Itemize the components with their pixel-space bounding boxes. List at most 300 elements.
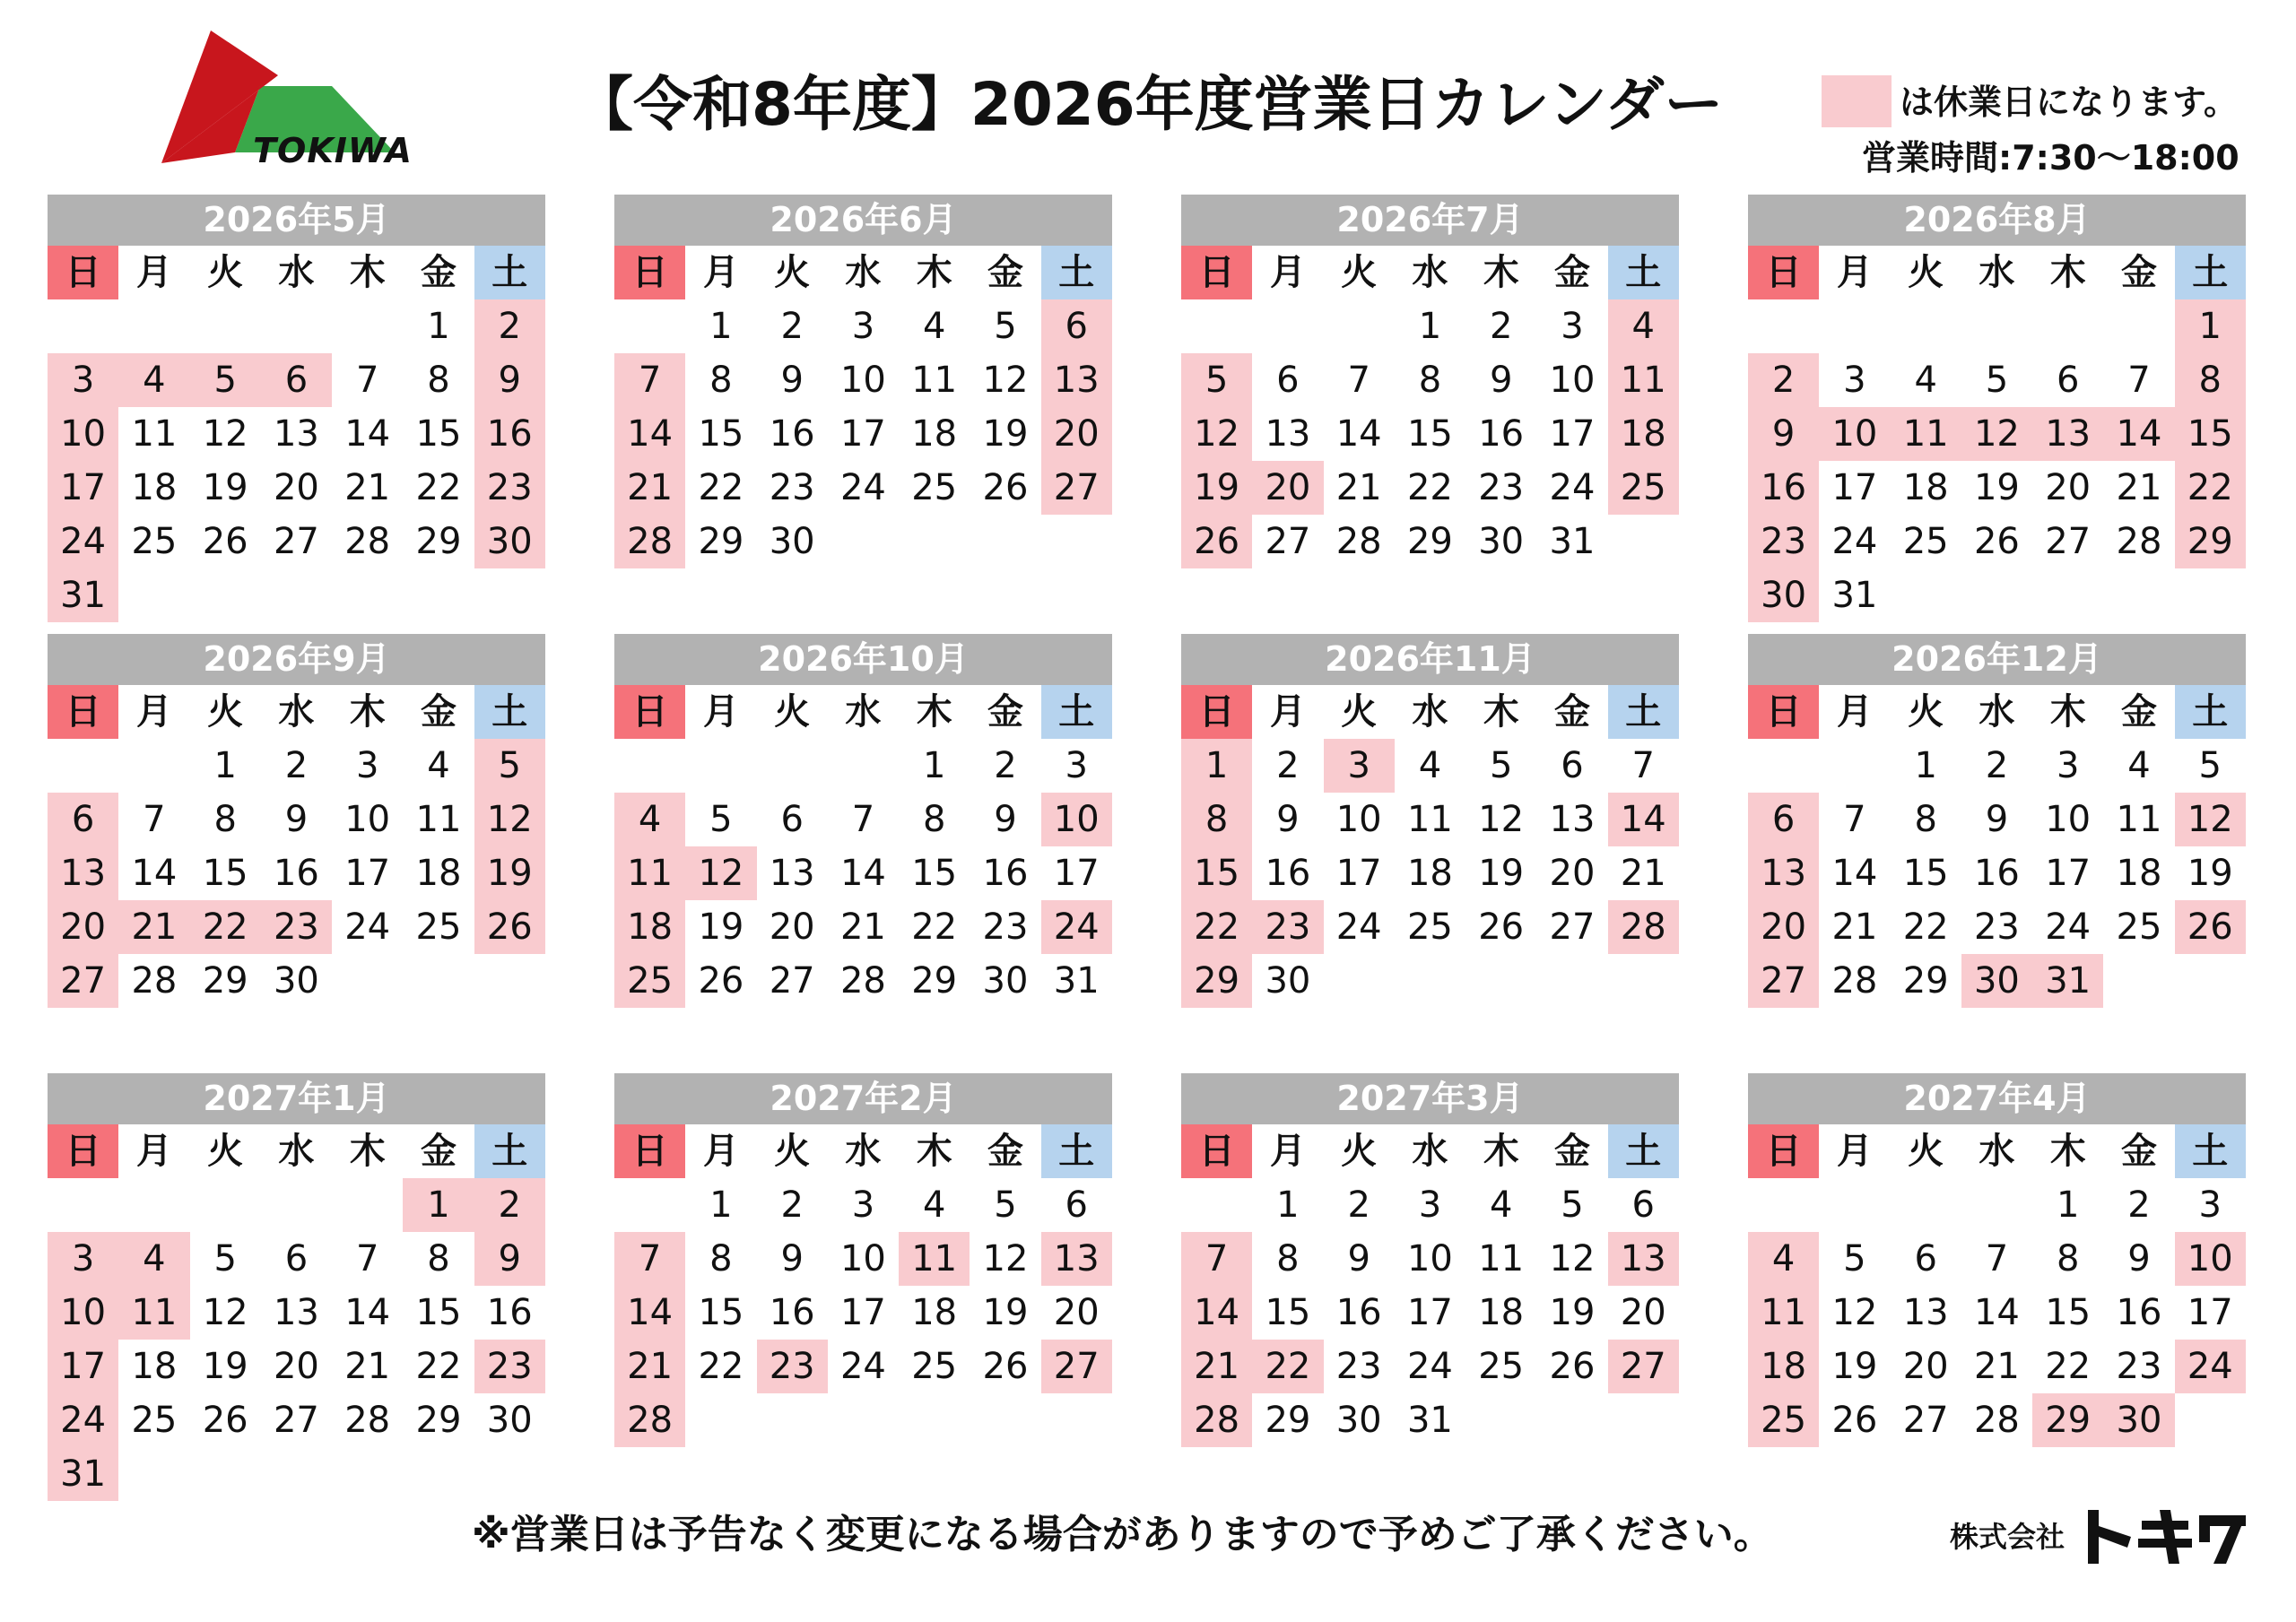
weekday-label: 火	[774, 1131, 811, 1172]
day-cell: 10	[1406, 1238, 1453, 1279]
day-cell: 15	[415, 413, 462, 455]
day-cell: 15	[2045, 1292, 2092, 1333]
holiday-day-cell: 22	[2175, 461, 2246, 515]
day-cell	[828, 1393, 899, 1447]
day-cell	[1465, 954, 1536, 1008]
weekday-label: 水	[845, 252, 882, 293]
day-cell: 25	[911, 1346, 958, 1387]
holiday-day-cell: 24	[2175, 1340, 2246, 1393]
holiday-day-cell: 29	[2032, 1393, 2103, 1447]
day-cell: 17	[1335, 853, 1382, 894]
week-row	[48, 1393, 545, 1447]
day-cell: 13	[273, 413, 319, 455]
week-row	[48, 299, 545, 353]
week-row	[1748, 353, 2246, 407]
day-cell: 29	[1406, 521, 1453, 562]
day-cell: 19	[982, 1292, 1029, 1333]
week-row	[1748, 1178, 2246, 1232]
day-cell: 15	[698, 413, 744, 455]
day-cell: 21	[1620, 853, 1666, 894]
holiday-day-cell: 1	[1181, 739, 1252, 793]
holiday-day-cell: 31	[48, 568, 118, 622]
day-cell: 3	[851, 1184, 875, 1226]
week-row	[1748, 900, 2246, 954]
weekday-label: 木	[916, 691, 952, 733]
day-cell: 27	[1549, 906, 1596, 948]
holiday-day-cell: 16	[474, 407, 545, 461]
weekday-label: 日	[1181, 246, 1252, 299]
weekday-label: 土	[1608, 685, 1679, 739]
holiday-day-cell: 24	[48, 1393, 118, 1447]
day-cell: 8	[1276, 1238, 1300, 1279]
day-cell	[261, 299, 332, 353]
day-cell	[403, 1447, 474, 1501]
day-cell: 19	[698, 906, 744, 948]
day-cell: 7	[1347, 360, 1370, 401]
day-cell: 15	[415, 1292, 462, 1333]
day-cell: 16	[769, 413, 815, 455]
weekday-label: 日	[614, 1124, 685, 1178]
weekday-label: 土	[1041, 685, 1112, 739]
week-row	[1748, 846, 2246, 900]
holiday-day-cell: 29	[1181, 954, 1252, 1008]
weekday-label: 金	[2120, 1131, 2157, 1172]
day-cell: 30	[1478, 521, 1525, 562]
week-row	[48, 568, 545, 622]
day-cell	[614, 739, 685, 793]
day-cell	[1891, 299, 1961, 353]
weekday-header-row	[1748, 1124, 2246, 1178]
day-cell: 17	[1406, 1292, 1453, 1333]
day-cell	[757, 739, 828, 793]
weekday-header-row	[48, 685, 545, 739]
day-cell: 1	[427, 306, 450, 347]
day-cell: 7	[2127, 360, 2151, 401]
day-cell	[1748, 299, 1819, 353]
day-cell: 18	[415, 853, 462, 894]
day-cell: 24	[1549, 467, 1596, 508]
day-cell	[190, 1447, 261, 1501]
weekday-label: 木	[916, 252, 952, 293]
day-cell: 2	[994, 745, 1017, 786]
day-cell: 9	[780, 1238, 804, 1279]
week-row	[1748, 299, 2246, 353]
holiday-day-cell: 12	[2175, 793, 2246, 846]
day-cell: 11	[1478, 1238, 1525, 1279]
holiday-day-cell: 14	[614, 1286, 685, 1340]
day-cell: 27	[273, 521, 319, 562]
day-cell: 6	[1914, 1238, 1937, 1279]
month-title: 2026年8月	[1748, 195, 2246, 246]
holiday-day-cell: 9	[474, 353, 545, 407]
day-cell: 22	[698, 467, 744, 508]
weekday-label: 金	[987, 691, 1023, 733]
calendar-grid	[48, 195, 2247, 1513]
holiday-day-cell: 21	[1181, 1340, 1252, 1393]
day-cell: 16	[769, 1292, 815, 1333]
weekday-header-row	[48, 246, 545, 299]
weekday-label: 水	[845, 1131, 882, 1172]
holiday-day-cell: 24	[48, 515, 118, 568]
day-cell: 18	[2116, 853, 2162, 894]
day-cell: 28	[344, 1400, 391, 1441]
day-cell: 1	[2056, 1184, 2080, 1226]
day-cell	[1819, 739, 1890, 793]
week-row	[614, 793, 1112, 846]
day-cell: 26	[698, 960, 744, 1002]
week-row	[1181, 1232, 1679, 1286]
day-cell: 17	[1053, 853, 1100, 894]
holiday-day-cell: 13	[1608, 1232, 1679, 1286]
weekday-label: 土	[474, 685, 545, 739]
day-cell: 10	[344, 799, 391, 840]
week-row	[1181, 900, 1679, 954]
holiday-day-cell: 18	[1748, 1340, 1819, 1393]
holiday-day-cell: 18	[1608, 407, 1679, 461]
holiday-day-cell: 9	[474, 1232, 545, 1286]
day-cell: 17	[839, 1292, 886, 1333]
company-logo-mark	[2083, 1505, 2248, 1569]
day-cell	[190, 568, 261, 622]
weekday-label: 日	[1181, 1124, 1252, 1178]
day-cell: 17	[1549, 413, 1596, 455]
day-cell	[614, 1178, 685, 1232]
day-cell: 4	[2127, 745, 2151, 786]
weekday-label: 火	[774, 691, 811, 733]
weekday-label: 金	[1553, 252, 1590, 293]
weekday-label: 日	[1181, 685, 1252, 739]
month-title: 2026年9月	[48, 634, 545, 685]
day-cell: 26	[1549, 1346, 1596, 1387]
day-cell: 20	[1902, 1346, 1949, 1387]
weekday-label: 月	[135, 1131, 172, 1172]
day-cell: 19	[1549, 1292, 1596, 1333]
holiday-day-cell: 10	[2175, 1232, 2246, 1286]
weekday-label: 月	[1836, 691, 1873, 733]
holiday-day-cell: 3	[48, 353, 118, 407]
holiday-day-cell: 14	[1608, 793, 1679, 846]
weekday-label: 木	[2049, 252, 2086, 293]
holiday-day-cell: 13	[1041, 353, 1112, 407]
week-row	[48, 1232, 545, 1286]
holiday-legend-swatch	[1822, 75, 1892, 127]
holiday-day-cell: 27	[1041, 461, 1112, 515]
month-calendar	[48, 634, 545, 1073]
week-row	[614, 299, 1112, 353]
holiday-day-cell: 10	[1819, 407, 1890, 461]
holiday-day-cell: 21	[614, 461, 685, 515]
day-cell: 1	[1418, 306, 1442, 347]
day-cell: 22	[1406, 467, 1453, 508]
day-cell: 7	[1985, 1238, 2009, 1279]
holiday-day-cell: 6	[261, 353, 332, 407]
week-row	[1748, 954, 2246, 1008]
day-cell: 27	[1902, 1400, 1949, 1441]
day-cell	[118, 1447, 189, 1501]
weekday-label: 日	[48, 685, 118, 739]
day-cell	[614, 299, 685, 353]
day-cell: 5	[1843, 1238, 1866, 1279]
day-cell	[118, 739, 189, 793]
day-cell: 2	[1347, 1184, 1370, 1226]
month-title: 2027年1月	[48, 1073, 545, 1124]
holiday-day-cell: 31	[48, 1447, 118, 1501]
day-cell: 21	[1831, 906, 1878, 948]
week-row	[1181, 461, 1679, 515]
holiday-day-cell: 17	[48, 1340, 118, 1393]
day-cell	[1324, 299, 1395, 353]
day-cell: 3	[851, 306, 875, 347]
week-row	[614, 1286, 1112, 1340]
day-cell: 24	[839, 1346, 886, 1387]
week-row	[48, 461, 545, 515]
day-cell: 12	[1478, 799, 1525, 840]
weekday-label: 月	[135, 252, 172, 293]
day-cell: 28	[839, 960, 886, 1002]
day-cell: 20	[2045, 467, 2092, 508]
holiday-day-cell: 7	[614, 1232, 685, 1286]
day-cell: 7	[355, 360, 379, 401]
day-cell	[474, 568, 545, 622]
day-cell: 13	[1902, 1292, 1949, 1333]
day-cell: 10	[839, 1238, 886, 1279]
day-cell: 23	[769, 467, 815, 508]
month-title: 2026年12月	[1748, 634, 2246, 685]
week-row	[1181, 954, 1679, 1008]
day-cell	[828, 515, 899, 568]
day-cell: 6	[1561, 745, 1584, 786]
day-cell: 17	[2187, 1292, 2233, 1333]
week-row	[1181, 846, 1679, 900]
week-row	[1181, 1393, 1679, 1447]
day-cell: 4	[922, 306, 946, 347]
week-row	[1181, 739, 1679, 793]
holiday-day-cell: 14	[2103, 407, 2174, 461]
day-cell	[403, 568, 474, 622]
holiday-day-cell: 2	[474, 299, 545, 353]
day-cell: 1	[1276, 1184, 1300, 1226]
holiday-day-cell: 5	[474, 739, 545, 793]
day-cell: 10	[2045, 799, 2092, 840]
week-row	[614, 407, 1112, 461]
day-cell: 21	[839, 906, 886, 948]
weekday-label: 木	[1483, 1131, 1519, 1172]
day-cell: 15	[1406, 413, 1453, 455]
day-cell: 19	[202, 1346, 248, 1387]
day-cell: 16	[486, 1292, 533, 1333]
holiday-day-cell: 10	[48, 1286, 118, 1340]
holiday-day-cell: 29	[2175, 515, 2246, 568]
weekday-label: 金	[420, 691, 457, 733]
week-row	[48, 1340, 545, 1393]
day-cell	[403, 954, 474, 1008]
week-row	[48, 900, 545, 954]
day-cell	[1536, 954, 1607, 1008]
holiday-day-cell: 20	[48, 900, 118, 954]
day-cell: 2	[284, 745, 309, 786]
week-row	[614, 515, 1112, 568]
holiday-day-cell: 26	[2175, 900, 2246, 954]
weekday-label: 水	[1412, 1131, 1448, 1172]
week-row	[1181, 407, 1679, 461]
month-calendar	[48, 195, 545, 634]
holiday-day-cell: 13	[2032, 407, 2103, 461]
day-cell: 23	[1973, 906, 2020, 948]
day-cell: 29	[911, 960, 958, 1002]
day-cell: 5	[994, 1184, 1017, 1226]
weekday-label: 月	[702, 252, 739, 293]
day-cell: 8	[709, 1238, 733, 1279]
day-cell: 13	[273, 1292, 319, 1333]
holiday-day-cell: 14	[1181, 1286, 1252, 1340]
day-cell: 21	[1335, 467, 1382, 508]
business-hours: 営業時間:7:30〜18:00	[1862, 138, 2239, 178]
weekday-label: 月	[702, 691, 739, 733]
day-cell: 23	[1478, 467, 1525, 508]
weekday-label: 火	[1908, 691, 1944, 733]
holiday-day-cell: 7	[614, 353, 685, 407]
month-title: 2026年11月	[1181, 634, 1679, 685]
day-cell: 10	[1335, 799, 1382, 840]
day-cell: 30	[273, 960, 319, 1002]
day-cell: 8	[213, 799, 237, 840]
week-row	[48, 1178, 545, 1232]
weekday-label: 日	[48, 1124, 118, 1178]
day-cell	[1395, 954, 1465, 1008]
day-cell	[1465, 1393, 1536, 1447]
weekday-label: 土	[1041, 246, 1112, 299]
day-cell: 22	[698, 1346, 744, 1387]
day-cell: 25	[1406, 906, 1453, 948]
holiday-day-cell: 6	[1748, 793, 1819, 846]
holiday-day-cell: 8	[2175, 353, 2246, 407]
day-cell: 17	[839, 413, 886, 455]
day-cell: 18	[1478, 1292, 1525, 1333]
weekday-label: 水	[1979, 252, 2015, 293]
weekday-label: 金	[987, 252, 1023, 293]
day-cell: 29	[1265, 1400, 1311, 1441]
day-cell: 9	[284, 799, 309, 840]
day-cell: 29	[1902, 960, 1949, 1002]
day-cell: 12	[982, 1238, 1029, 1279]
day-cell: 3	[1843, 360, 1866, 401]
week-row	[1181, 353, 1679, 407]
holiday-day-cell: 27	[48, 954, 118, 1008]
day-cell: 2	[780, 306, 804, 347]
week-row	[1748, 1340, 2246, 1393]
holiday-day-cell: 22	[1181, 900, 1252, 954]
weekday-label: 木	[916, 1131, 952, 1172]
holiday-day-cell: 25	[1748, 1393, 1819, 1447]
day-cell: 11	[2116, 799, 2162, 840]
weekday-header-row	[1181, 1124, 1679, 1178]
month-calendar	[1181, 634, 1679, 1073]
day-cell: 15	[202, 853, 248, 894]
day-cell: 26	[982, 1346, 1029, 1387]
holiday-day-cell: 13	[1041, 1232, 1112, 1286]
day-cell	[1961, 299, 2032, 353]
day-cell	[1891, 568, 1961, 622]
week-row	[614, 353, 1112, 407]
holiday-day-cell: 14	[614, 407, 685, 461]
weekday-label: 水	[278, 252, 315, 293]
weekday-label: 日	[48, 246, 118, 299]
day-cell	[118, 568, 189, 622]
day-cell: 30	[982, 960, 1029, 1002]
weekday-label: 火	[1341, 1131, 1378, 1172]
holiday-day-cell: 28	[1181, 1393, 1252, 1447]
day-cell: 6	[2056, 360, 2080, 401]
holiday-day-cell: 23	[1252, 900, 1323, 954]
weekday-label: 木	[2049, 1131, 2086, 1172]
day-cell: 2	[1985, 745, 2009, 786]
day-cell	[48, 1178, 118, 1232]
weekday-label: 木	[349, 691, 386, 733]
day-cell: 28	[2116, 521, 2162, 562]
holiday-day-cell: 28	[614, 515, 685, 568]
weekday-label: 土	[474, 246, 545, 299]
day-cell	[899, 1393, 970, 1447]
day-cell: 9	[2127, 1238, 2151, 1279]
week-row	[1748, 1232, 2246, 1286]
holiday-day-cell: 11	[1748, 1286, 1819, 1340]
day-cell: 26	[202, 1400, 248, 1441]
week-row	[48, 353, 545, 407]
day-cell: 9	[1985, 799, 2009, 840]
week-row	[48, 954, 545, 1008]
day-cell	[332, 1447, 403, 1501]
day-cell: 24	[1831, 521, 1878, 562]
weekday-header-row	[1181, 685, 1679, 739]
day-cell: 25	[1902, 521, 1949, 562]
day-cell	[2175, 1393, 2246, 1447]
day-cell	[1961, 1178, 2032, 1232]
day-cell	[1181, 1178, 1252, 1232]
day-cell: 9	[994, 799, 1017, 840]
day-cell: 27	[769, 960, 815, 1002]
day-cell: 28	[1831, 960, 1878, 1002]
day-cell: 22	[1902, 906, 1949, 948]
day-cell: 4	[922, 1184, 946, 1226]
day-cell: 14	[1973, 1292, 2020, 1333]
holiday-day-cell: 4	[1748, 1232, 1819, 1286]
weekday-label: 金	[2120, 252, 2157, 293]
day-cell: 9	[1347, 1238, 1370, 1279]
weekday-label: 木	[349, 252, 386, 293]
weekday-label: 水	[1412, 691, 1448, 733]
day-cell: 20	[273, 1346, 319, 1387]
holiday-day-cell: 28	[1608, 900, 1679, 954]
day-cell	[2032, 568, 2103, 622]
holiday-day-cell: 5	[190, 353, 261, 407]
day-cell: 27	[2045, 521, 2092, 562]
day-cell: 18	[131, 1346, 178, 1387]
day-cell: 9	[1276, 799, 1300, 840]
day-cell	[48, 739, 118, 793]
weekday-label: 火	[207, 1131, 244, 1172]
holiday-day-cell: 21	[614, 1340, 685, 1393]
day-cell: 2	[1489, 306, 1513, 347]
day-cell: 30	[769, 521, 815, 562]
day-cell: 25	[415, 906, 462, 948]
month-title: 2027年3月	[1181, 1073, 1679, 1124]
day-cell: 28	[1335, 521, 1382, 562]
month-calendar	[614, 634, 1112, 1073]
day-cell: 13	[1549, 799, 1596, 840]
day-cell: 26	[202, 521, 248, 562]
holiday-day-cell: 19	[474, 846, 545, 900]
holiday-day-cell: 21	[118, 900, 189, 954]
